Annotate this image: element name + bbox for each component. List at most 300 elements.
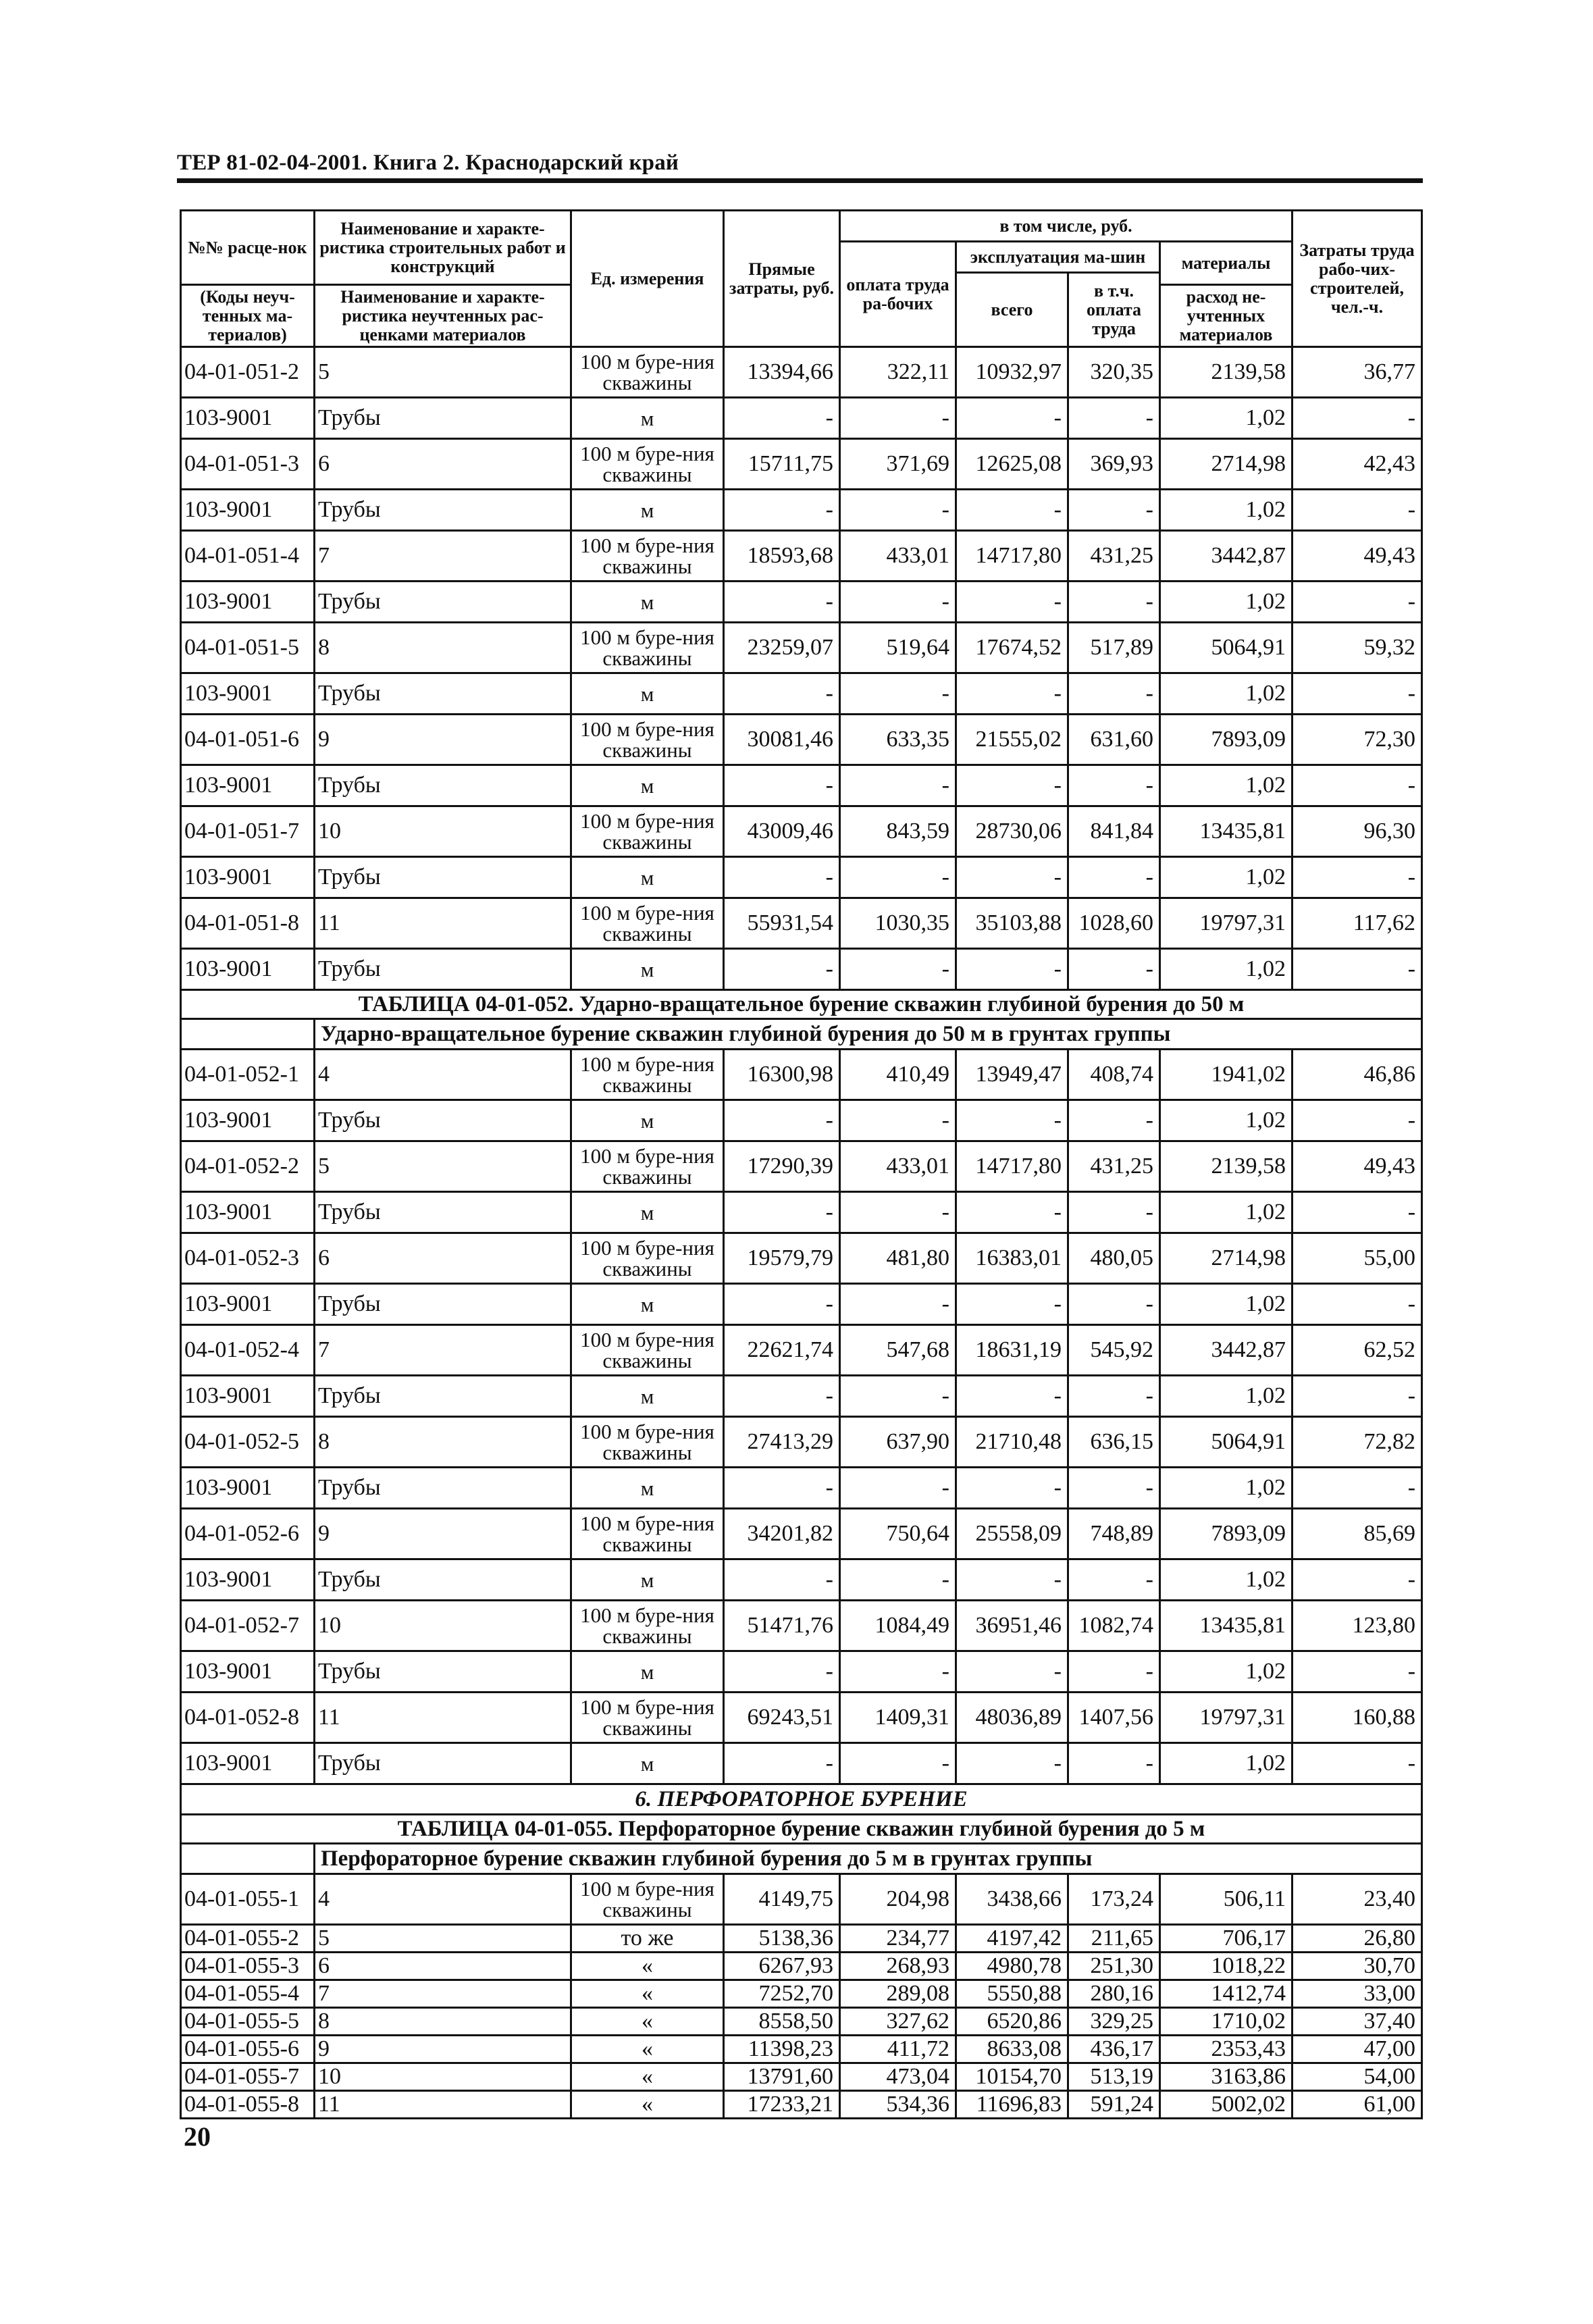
price-row bbox=[181, 1953, 1422, 1980]
row-direct-cost: 4149,75 bbox=[724, 1874, 840, 1925]
price-row bbox=[181, 1417, 1422, 1468]
row-labor-hours: 54,00 bbox=[1292, 2063, 1422, 2091]
row-name: Трубы bbox=[315, 1468, 571, 1509]
row-labor-hours: 23,40 bbox=[1292, 1874, 1422, 1925]
row-machines-total: - bbox=[956, 1376, 1068, 1417]
row-unit: « bbox=[571, 2063, 724, 2091]
price-row bbox=[181, 1233, 1422, 1284]
row-direct-cost: - bbox=[724, 673, 840, 715]
price-row bbox=[181, 1925, 1422, 1953]
row-materials: 1,02 bbox=[1160, 1376, 1292, 1417]
row-code: 04-01-051-4 bbox=[181, 531, 315, 582]
row-name: 6 bbox=[315, 1233, 571, 1284]
table-subtitle-row bbox=[181, 1844, 1422, 1874]
row-code: 04-01-055-2 bbox=[181, 1925, 315, 1953]
row-name: Трубы bbox=[315, 1651, 571, 1693]
row-code: 103-9001 bbox=[181, 673, 315, 715]
row-direct-cost: 19579,79 bbox=[724, 1233, 840, 1284]
row-direct-cost: - bbox=[724, 1192, 840, 1233]
row-name: 6 bbox=[315, 439, 571, 490]
row-direct-cost: 30081,46 bbox=[724, 715, 840, 765]
price-row bbox=[181, 2008, 1422, 2036]
row-labor-hours: 42,43 bbox=[1292, 439, 1422, 490]
row-code: 04-01-052-1 bbox=[181, 1050, 315, 1100]
row-unit: 100 м буре-ния скважины bbox=[571, 806, 724, 857]
row-direct-cost: 13394,66 bbox=[724, 347, 840, 398]
row-labor-pay: 433,01 bbox=[840, 1141, 956, 1192]
col-labor-header: Затраты труда рабо-чих-строителей, чел.-ч. bbox=[1292, 211, 1422, 347]
row-labor-pay: 843,59 bbox=[840, 806, 956, 857]
table-title-row bbox=[181, 990, 1422, 1019]
row-machines-pay: 1407,56 bbox=[1068, 1693, 1160, 1743]
row-materials: 1412,74 bbox=[1160, 1980, 1292, 2008]
row-labor-hours: 72,82 bbox=[1292, 1417, 1422, 1468]
material-row bbox=[181, 857, 1422, 898]
row-machines-pay: - bbox=[1068, 1743, 1160, 1784]
row-unit: м bbox=[571, 1651, 724, 1693]
row-labor-hours: 33,00 bbox=[1292, 1980, 1422, 2008]
row-code: 103-9001 bbox=[181, 582, 315, 623]
row-unit: 100 м буре-ния скважины bbox=[571, 1509, 724, 1559]
row-labor-pay: - bbox=[840, 1651, 956, 1693]
row-machines-pay: 436,17 bbox=[1068, 2036, 1160, 2063]
row-machines-total: - bbox=[956, 1284, 1068, 1325]
row-materials: 1,02 bbox=[1160, 1100, 1292, 1141]
material-row bbox=[181, 1559, 1422, 1601]
row-labor-pay: - bbox=[840, 857, 956, 898]
row-direct-cost: - bbox=[724, 949, 840, 990]
row-direct-cost: 18593,68 bbox=[724, 531, 840, 582]
material-row bbox=[181, 765, 1422, 806]
row-materials: 1,02 bbox=[1160, 1192, 1292, 1233]
row-unit: 100 м буре-ния скважины bbox=[571, 623, 724, 673]
row-code: 103-9001 bbox=[181, 1468, 315, 1509]
col-materials-header: материалы bbox=[1160, 242, 1292, 285]
row-labor-hours: 62,52 bbox=[1292, 1325, 1422, 1376]
row-labor-pay: - bbox=[840, 1376, 956, 1417]
row-unit: 100 м буре-ния скважины bbox=[571, 1233, 724, 1284]
table-subtitle-row bbox=[181, 1019, 1422, 1050]
blank-cell bbox=[181, 1019, 315, 1050]
row-machines-total: 14717,80 bbox=[956, 531, 1068, 582]
row-materials: 1941,02 bbox=[1160, 1050, 1292, 1100]
row-direct-cost: 34201,82 bbox=[724, 1509, 840, 1559]
row-machines-total: - bbox=[956, 673, 1068, 715]
row-labor-hours: 46,86 bbox=[1292, 1050, 1422, 1100]
row-machines-pay: - bbox=[1068, 1284, 1160, 1325]
row-machines-pay: - bbox=[1068, 1100, 1160, 1141]
row-labor-hours: - bbox=[1292, 765, 1422, 806]
row-unit: м bbox=[571, 1192, 724, 1233]
row-labor-hours: 61,00 bbox=[1292, 2091, 1422, 2119]
row-unit: м bbox=[571, 398, 724, 439]
row-machines-total: 6520,86 bbox=[956, 2008, 1068, 2036]
row-machines-total: - bbox=[956, 490, 1068, 531]
price-row bbox=[181, 347, 1422, 398]
row-machines-pay: 591,24 bbox=[1068, 2091, 1160, 2119]
price-row bbox=[181, 898, 1422, 949]
price-row bbox=[181, 1325, 1422, 1376]
row-labor-pay: - bbox=[840, 673, 956, 715]
row-machines-total: 4980,78 bbox=[956, 1953, 1068, 1980]
row-labor-pay: 750,64 bbox=[840, 1509, 956, 1559]
row-code: 04-01-052-4 bbox=[181, 1325, 315, 1376]
row-machines-pay: 545,92 bbox=[1068, 1325, 1160, 1376]
row-labor-pay: 534,36 bbox=[840, 2091, 956, 2119]
row-unit: 100 м буре-ния скважины bbox=[571, 1141, 724, 1192]
price-row bbox=[181, 1509, 1422, 1559]
price-row bbox=[181, 2091, 1422, 2119]
row-direct-cost: - bbox=[724, 1559, 840, 1601]
row-labor-hours: - bbox=[1292, 1192, 1422, 1233]
row-unit: м bbox=[571, 765, 724, 806]
row-labor-hours: 47,00 bbox=[1292, 2036, 1422, 2063]
row-labor-pay: - bbox=[840, 490, 956, 531]
row-labor-pay: 547,68 bbox=[840, 1325, 956, 1376]
row-labor-pay: 371,69 bbox=[840, 439, 956, 490]
col-group-header: в том числе, руб. bbox=[840, 211, 1292, 242]
row-labor-pay: 322,11 bbox=[840, 347, 956, 398]
row-code: 04-01-051-6 bbox=[181, 715, 315, 765]
row-direct-cost: - bbox=[724, 398, 840, 439]
row-labor-pay: 637,90 bbox=[840, 1417, 956, 1468]
row-machines-total: - bbox=[956, 1559, 1068, 1601]
row-machines-total: 36951,46 bbox=[956, 1601, 1068, 1651]
row-name: Трубы bbox=[315, 1284, 571, 1325]
row-direct-cost: 11398,23 bbox=[724, 2036, 840, 2063]
row-code: 103-9001 bbox=[181, 398, 315, 439]
row-unit: 100 м буре-ния скважины bbox=[571, 1874, 724, 1925]
row-labor-hours: - bbox=[1292, 1468, 1422, 1509]
row-code: 04-01-052-8 bbox=[181, 1693, 315, 1743]
row-name: 4 bbox=[315, 1050, 571, 1100]
row-machines-pay: - bbox=[1068, 1651, 1160, 1693]
row-labor-pay: 481,80 bbox=[840, 1233, 956, 1284]
table-title: ТАБЛИЦА 04-01-052. Ударно-вращательное бурение скважин глубиной бурения до 50 м bbox=[181, 990, 1422, 1019]
row-labor-pay: 473,04 bbox=[840, 2063, 956, 2091]
row-materials: 19797,31 bbox=[1160, 1693, 1292, 1743]
col-code-header: №№ расце-нок bbox=[181, 211, 315, 285]
row-machines-pay: 1082,74 bbox=[1068, 1601, 1160, 1651]
row-direct-cost: - bbox=[724, 582, 840, 623]
row-labor-pay: 633,35 bbox=[840, 715, 956, 765]
row-machines-total: 4197,42 bbox=[956, 1925, 1068, 1953]
row-unit: м bbox=[571, 673, 724, 715]
row-name: Трубы bbox=[315, 1100, 571, 1141]
material-row bbox=[181, 490, 1422, 531]
row-materials: 5064,91 bbox=[1160, 623, 1292, 673]
row-direct-cost: - bbox=[724, 1651, 840, 1693]
row-code: 04-01-051-2 bbox=[181, 347, 315, 398]
row-labor-pay: 1409,31 bbox=[840, 1693, 956, 1743]
material-row bbox=[181, 949, 1422, 990]
row-labor-pay: 433,01 bbox=[840, 531, 956, 582]
row-code: 103-9001 bbox=[181, 1651, 315, 1693]
row-code: 04-01-051-8 bbox=[181, 898, 315, 949]
row-machines-total: 21555,02 bbox=[956, 715, 1068, 765]
material-row bbox=[181, 1284, 1422, 1325]
row-machines-pay: - bbox=[1068, 1468, 1160, 1509]
row-machines-total: 14717,80 bbox=[956, 1141, 1068, 1192]
price-row bbox=[181, 531, 1422, 582]
row-labor-hours: 49,43 bbox=[1292, 531, 1422, 582]
row-labor-hours: 72,30 bbox=[1292, 715, 1422, 765]
row-unit: м bbox=[571, 1284, 724, 1325]
row-materials: 1,02 bbox=[1160, 1559, 1292, 1601]
row-labor-hours: - bbox=[1292, 398, 1422, 439]
row-labor-pay: 1030,35 bbox=[840, 898, 956, 949]
row-machines-pay: - bbox=[1068, 949, 1160, 990]
row-direct-cost: 8558,50 bbox=[724, 2008, 840, 2036]
row-name: 11 bbox=[315, 1693, 571, 1743]
row-labor-hours: - bbox=[1292, 1559, 1422, 1601]
row-materials: 1,02 bbox=[1160, 490, 1292, 531]
row-code: 04-01-052-2 bbox=[181, 1141, 315, 1192]
chapter-heading-row bbox=[181, 1784, 1422, 1815]
row-machines-total: 16383,01 bbox=[956, 1233, 1068, 1284]
row-direct-cost: 5138,36 bbox=[724, 1925, 840, 1953]
row-labor-hours: 160,88 bbox=[1292, 1693, 1422, 1743]
material-row bbox=[181, 1192, 1422, 1233]
row-materials: 706,17 bbox=[1160, 1925, 1292, 1953]
row-name: 6 bbox=[315, 1953, 571, 1980]
blank-cell bbox=[181, 1844, 315, 1874]
price-row bbox=[181, 439, 1422, 490]
row-name: Трубы bbox=[315, 857, 571, 898]
chapter-heading: 6. ПЕРФОРАТОРНОЕ БУРЕНИЕ bbox=[181, 1784, 1422, 1815]
row-name: 7 bbox=[315, 1325, 571, 1376]
row-name: 8 bbox=[315, 2008, 571, 2036]
row-machines-pay: - bbox=[1068, 673, 1160, 715]
table-head bbox=[181, 211, 1422, 347]
row-labor-hours: - bbox=[1292, 673, 1422, 715]
row-labor-pay: - bbox=[840, 765, 956, 806]
row-unit: м bbox=[571, 1100, 724, 1141]
table-subtitle: Перфораторное бурение скважин глубиной бурения до 5 м в грунтах группы bbox=[315, 1844, 1422, 1874]
row-unit: м bbox=[571, 949, 724, 990]
row-code: 04-01-052-7 bbox=[181, 1601, 315, 1651]
row-direct-cost: - bbox=[724, 1743, 840, 1784]
row-labor-hours: 30,70 bbox=[1292, 1953, 1422, 1980]
row-labor-pay: - bbox=[840, 582, 956, 623]
row-machines-pay: 408,74 bbox=[1068, 1050, 1160, 1100]
row-code: 04-01-052-6 bbox=[181, 1509, 315, 1559]
row-machines-pay: - bbox=[1068, 490, 1160, 531]
row-machines-pay: 431,25 bbox=[1068, 1141, 1160, 1192]
row-unit: 100 м буре-ния скважины bbox=[571, 439, 724, 490]
table-body bbox=[181, 347, 1422, 2119]
row-labor-hours: 59,32 bbox=[1292, 623, 1422, 673]
row-labor-pay: 411,72 bbox=[840, 2036, 956, 2063]
row-materials: 1710,02 bbox=[1160, 2008, 1292, 2036]
row-materials: 1,02 bbox=[1160, 398, 1292, 439]
row-code: 103-9001 bbox=[181, 1100, 315, 1141]
row-labor-pay: - bbox=[840, 1559, 956, 1601]
row-direct-cost: 51471,76 bbox=[724, 1601, 840, 1651]
row-machines-total: 5550,88 bbox=[956, 1980, 1068, 2008]
row-name: 8 bbox=[315, 623, 571, 673]
row-direct-cost: - bbox=[724, 1284, 840, 1325]
row-unit: 100 м буре-ния скважины bbox=[571, 1693, 724, 1743]
price-row bbox=[181, 2036, 1422, 2063]
row-labor-hours: 26,80 bbox=[1292, 1925, 1422, 1953]
row-code: 103-9001 bbox=[181, 1376, 315, 1417]
row-unit: 100 м буре-ния скважины bbox=[571, 715, 724, 765]
row-direct-cost: 43009,46 bbox=[724, 806, 840, 857]
row-labor-hours: - bbox=[1292, 1284, 1422, 1325]
row-machines-pay: - bbox=[1068, 582, 1160, 623]
row-materials: 2714,98 bbox=[1160, 439, 1292, 490]
row-direct-cost: - bbox=[724, 1100, 840, 1141]
price-row bbox=[181, 1980, 1422, 2008]
row-code: 04-01-055-5 bbox=[181, 2008, 315, 2036]
price-row bbox=[181, 715, 1422, 765]
row-labor-hours: - bbox=[1292, 1743, 1422, 1784]
row-machines-pay: - bbox=[1068, 1376, 1160, 1417]
row-name: 10 bbox=[315, 806, 571, 857]
row-machines-pay: 280,16 bbox=[1068, 1980, 1160, 2008]
row-machines-pay: 513,19 bbox=[1068, 2063, 1160, 2091]
row-machines-total: - bbox=[956, 1192, 1068, 1233]
row-name: 5 bbox=[315, 1141, 571, 1192]
row-name: Трубы bbox=[315, 582, 571, 623]
row-code: 04-01-051-5 bbox=[181, 623, 315, 673]
row-code: 103-9001 bbox=[181, 857, 315, 898]
row-labor-pay: 519,64 bbox=[840, 623, 956, 673]
row-machines-total: 8633,08 bbox=[956, 2036, 1068, 2063]
row-machines-total: 28730,06 bbox=[956, 806, 1068, 857]
row-name: 5 bbox=[315, 347, 571, 398]
row-direct-cost: - bbox=[724, 490, 840, 531]
row-code: 04-01-051-3 bbox=[181, 439, 315, 490]
material-row bbox=[181, 1651, 1422, 1693]
row-unit: 100 м буре-ния скважины bbox=[571, 1325, 724, 1376]
row-unit: « bbox=[571, 1980, 724, 2008]
row-machines-pay: 431,25 bbox=[1068, 531, 1160, 582]
row-unit: « bbox=[571, 1953, 724, 1980]
row-name: 9 bbox=[315, 715, 571, 765]
row-code: 04-01-055-1 bbox=[181, 1874, 315, 1925]
col-machines-total-header: всего bbox=[956, 273, 1068, 347]
row-labor-pay: 1084,49 bbox=[840, 1601, 956, 1651]
row-code: 103-9001 bbox=[181, 949, 315, 990]
col-unit-header: Ед. измерения bbox=[571, 211, 724, 347]
row-materials: 1,02 bbox=[1160, 1651, 1292, 1693]
row-materials: 2139,58 bbox=[1160, 347, 1292, 398]
row-machines-pay: 329,25 bbox=[1068, 2008, 1160, 2036]
col-machines-header: эксплуатация ма-шин bbox=[956, 242, 1160, 273]
row-machines-pay: - bbox=[1068, 765, 1160, 806]
row-name: 8 bbox=[315, 1417, 571, 1468]
row-code: 04-01-052-5 bbox=[181, 1417, 315, 1468]
row-unit: то же bbox=[571, 1925, 724, 1953]
row-unit: м bbox=[571, 1468, 724, 1509]
row-direct-cost: 17233,21 bbox=[724, 2091, 840, 2119]
row-materials: 2353,43 bbox=[1160, 2036, 1292, 2063]
row-direct-cost: - bbox=[724, 1376, 840, 1417]
row-direct-cost: 17290,39 bbox=[724, 1141, 840, 1192]
material-row bbox=[181, 582, 1422, 623]
material-row bbox=[181, 398, 1422, 439]
row-name: Трубы bbox=[315, 398, 571, 439]
row-materials: 1,02 bbox=[1160, 673, 1292, 715]
row-labor-hours: - bbox=[1292, 857, 1422, 898]
row-machines-pay: 636,15 bbox=[1068, 1417, 1160, 1468]
row-labor-pay: 268,93 bbox=[840, 1953, 956, 1980]
row-code: 04-01-055-4 bbox=[181, 1980, 315, 2008]
material-row bbox=[181, 1743, 1422, 1784]
row-name: 7 bbox=[315, 531, 571, 582]
row-unit: 100 м буре-ния скважины bbox=[571, 1417, 724, 1468]
page-header: ТЕР 81-02-04-2001. Книга 2. Краснодарский край bbox=[177, 151, 679, 175]
row-labor-hours: 85,69 bbox=[1292, 1509, 1422, 1559]
row-direct-cost: - bbox=[724, 1468, 840, 1509]
price-row bbox=[181, 623, 1422, 673]
row-machines-total: - bbox=[956, 949, 1068, 990]
row-name: Трубы bbox=[315, 673, 571, 715]
row-unit: 100 м буре-ния скважины bbox=[571, 347, 724, 398]
row-labor-pay: 234,77 bbox=[840, 1925, 956, 1953]
price-row bbox=[181, 1141, 1422, 1192]
row-labor-hours: - bbox=[1292, 949, 1422, 990]
row-code: 04-01-055-3 bbox=[181, 1953, 315, 1980]
row-labor-hours: 49,43 bbox=[1292, 1141, 1422, 1192]
row-code: 103-9001 bbox=[181, 490, 315, 531]
row-code: 04-01-051-7 bbox=[181, 806, 315, 857]
row-materials: 1,02 bbox=[1160, 1743, 1292, 1784]
row-materials: 13435,81 bbox=[1160, 1601, 1292, 1651]
row-code: 04-01-055-6 bbox=[181, 2036, 315, 2063]
row-labor-hours: 123,80 bbox=[1292, 1601, 1422, 1651]
price-row bbox=[181, 1050, 1422, 1100]
col-pay-header: оплата труда ра-бочих bbox=[840, 242, 956, 347]
row-name: Трубы bbox=[315, 765, 571, 806]
row-machines-total: 25558,09 bbox=[956, 1509, 1068, 1559]
row-machines-pay: - bbox=[1068, 398, 1160, 439]
row-machines-pay: 748,89 bbox=[1068, 1509, 1160, 1559]
row-machines-pay: 480,05 bbox=[1068, 1233, 1160, 1284]
row-labor-hours: - bbox=[1292, 1100, 1422, 1141]
row-name: Трубы bbox=[315, 1192, 571, 1233]
col-name-header: Наименование и характе-ристика строительных работ и конструкций bbox=[315, 211, 571, 285]
row-machines-pay: - bbox=[1068, 1192, 1160, 1233]
row-code: 04-01-055-7 bbox=[181, 2063, 315, 2091]
page-number: 20 bbox=[184, 2121, 211, 2152]
row-code: 103-9001 bbox=[181, 1559, 315, 1601]
row-direct-cost: 6267,93 bbox=[724, 1953, 840, 1980]
row-labor-pay: 327,62 bbox=[840, 2008, 956, 2036]
row-materials: 506,11 bbox=[1160, 1874, 1292, 1925]
row-machines-total: 48036,89 bbox=[956, 1693, 1068, 1743]
row-name: Трубы bbox=[315, 1559, 571, 1601]
row-name: 11 bbox=[315, 898, 571, 949]
row-materials: 5002,02 bbox=[1160, 2091, 1292, 2119]
row-machines-total: - bbox=[956, 582, 1068, 623]
row-materials: 19797,31 bbox=[1160, 898, 1292, 949]
row-machines-pay: 320,35 bbox=[1068, 347, 1160, 398]
row-materials: 3163,86 bbox=[1160, 2063, 1292, 2091]
material-row bbox=[181, 1100, 1422, 1141]
col-direct-header: Прямые затраты, руб. bbox=[724, 211, 840, 347]
row-direct-cost: 69243,51 bbox=[724, 1693, 840, 1743]
row-machines-pay: - bbox=[1068, 1559, 1160, 1601]
row-unit: м bbox=[571, 490, 724, 531]
row-name: Трубы bbox=[315, 1376, 571, 1417]
table-title: ТАБЛИЦА 04-01-055. Перфораторное бурение скважин глубиной бурения до 5 м bbox=[181, 1815, 1422, 1844]
price-row bbox=[181, 1693, 1422, 1743]
col-machines-incl-header: в т.ч. оплата труда bbox=[1068, 273, 1160, 347]
row-unit: « bbox=[571, 2036, 724, 2063]
